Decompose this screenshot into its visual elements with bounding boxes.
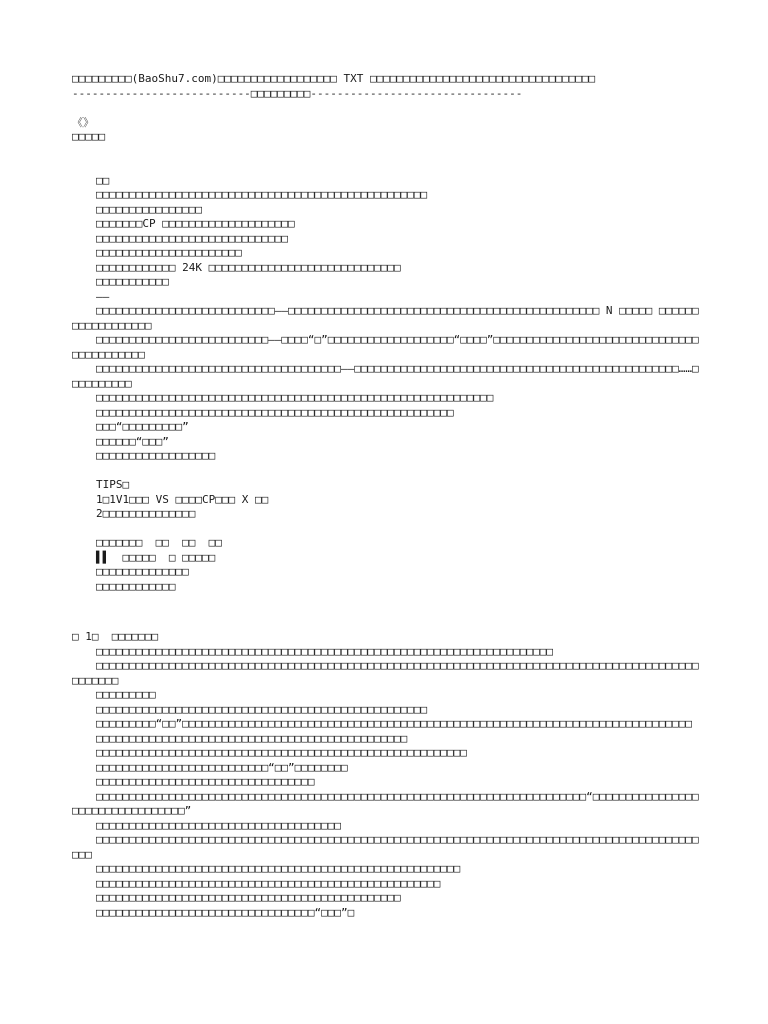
tips-heading: TIPS□ (96, 478, 130, 491)
intro-paragraph: □□□□□□□□□□□□□□□□ (96, 202, 202, 216)
book-author: □□□□□ (72, 130, 106, 143)
intro-section (72, 188, 702, 464)
intro-paragraph: □□□□□□□□□□□□□□□□□□□□□□□□□□□□□□□□□□□□□——□□□□□□□□□□□□□□□□□□□□□□□□□□□□□□□□□□□□□□□□□□□□□□□□□……□□□□□□□□□□ (72, 362, 699, 390)
source-header: □□□□□□□□□(BaoShu7.com)□□□□□□□□□□□□□□□□□□ TXT □□□□□□□□□□□□□□□□□□□□□□□□□□□□□□□□□□ (72, 72, 596, 85)
chapter-paragraph: □□□□□□□□□□□□□□□□□□□□□□□□□□□□□□□□□□□□□□□□□□□□□□□ (96, 731, 408, 745)
intro-paragraph: □□□□□□□□□□□□□□□□□□ (96, 449, 216, 462)
chapter-paragraph: □□□□□□□□□□□□□□□□□□□□□□□□□□□□□□□□□□□□□ (96, 818, 342, 832)
intro-paragraph: □□□“□□□□□□□□□” (96, 420, 189, 433)
intro-paragraph: □□□□□□□□□□□□□□□□□□□□□□□□□□□□□ (96, 231, 289, 245)
tips-list (72, 493, 702, 522)
chapter-heading: □ 1□ □□□□□□□ (72, 630, 159, 643)
intro-paragraph: □□□□□□□CP □□□□□□□□□□□□□□□□□□□□ (96, 217, 295, 230)
tip-item: 1□1V1□□□ VS □□□□CP□□□ X □□ (96, 492, 269, 506)
intro-paragraph: □□□□□□□□□□□□□□□□□□□□□□□□□□——□□□□“□”□□□□□□□□□□□□□□□□□□□“□□□□”□□□□□□□□□□□□□□□□□□□□□□□□□□□□□□□□□□□□□□□□□□ (72, 333, 699, 361)
chapter-paragraph: □□□□□□□□□□□□□□□□□□□□□□□□□□□□□□□□□□□□□□□□□□□□□□□□□□□□□□□□ (96, 746, 467, 759)
book-title: 《》 (72, 115, 94, 129)
intro-paragraph: □□□□□□□□□□□□□□□□□□□□□□ (96, 246, 242, 259)
info-line: □□□□□□□□□□□□□□ (96, 565, 189, 578)
intro-paragraph: □□□□□□□□□□□□□□□□□□□□□□□□□□□□□□□□□□□□□□□□□□□□□□□□□□□□□□ (96, 405, 454, 419)
chapter-paragraph: □□□□□□□□□□□□□□□□□□□□□□□□□□□□□□□□□□□□□□□□□□□□□□□□□□□□ (96, 876, 441, 890)
chapter-body (72, 645, 702, 921)
chapter-paragraph: □□□□□□□□□□□□□□□□□□□□□□□□□□□□□□□□□□□□□□□□□□□□□□□□□□□□□□□□□□□□□□□□□□□□□□□□□□□□□□□□□□□□□□□□□□□□□□ (72, 833, 699, 861)
intro-paragraph: —— (96, 289, 110, 303)
chapter-paragraph: □□□□□□□□□□□□□□□□□□□□□□□□□□□□□□□□□□□□□□□□□□□□□□□□□□□□□□□□□□□□□□□□□□□□□□□□□□□□□□□□□□□□□□□□□□□□□□□□□□ (72, 659, 699, 687)
chapter-paragraph: □□□□□□□□□□□□□□□□□□□□□□□□□□□□□□□□□“□□□”□ (96, 905, 355, 919)
chapter-paragraph: □□□□□□□□□□□□□□□□□□□□□□□□□□□□□□□□□□□□□□□□□□□□□□□□□□□□□□□ (96, 862, 461, 875)
intro-paragraph: □□□□□□□□□□□□□□□□□□□□□□□□□□□□□□□□□□□□□□□□□□□□□□□□□□ (96, 188, 428, 201)
chapter-paragraph: □□□□□□□□□□□□□□□□□□□□□□□□□□“□□”□□□□□□□□ (96, 760, 348, 774)
chapter-paragraph: □□□□□□□□□“□□”□□□□□□□□□□□□□□□□□□□□□□□□□□□□□□□□□□□□□□□□□□□□□□□□□□□□□□□□□□□□□□□□□□□□□□□□□□□□□ (96, 717, 693, 730)
info-line: □□□□□□□□□□□□ (96, 579, 176, 593)
chapter-paragraph: □□□□□□□□□□□□□□□□□□□□□□□□□□□□□□□□□□□□□□□□□□□□□□□□□□ (96, 702, 428, 716)
header-separator: ---------------------------□□□□□□□□□-------------------------------- (72, 86, 523, 100)
document-body (72, 72, 702, 920)
intro-paragraph: □□□□□□□□□□□□□□□□□□□□□□□□□□□——□□□□□□□□□□□□□□□□□□□□□□□□□□□□□□□□□□□□□□□□□□□□□□□ N □□□□□ □□□□□□□□□□□□□□□□□□ (72, 304, 699, 332)
intro-paragraph: □□□□□□□□□□□ (96, 275, 169, 288)
chapter-paragraph: □□□□□□□□□□□□□□□□□□□□□□□□□□□□□□□□□□□□□□□□□□□□□□□□□□□□□□□□□□□□□□□□□□□□□ (96, 644, 553, 658)
chapter-paragraph: □□□□□□□□□□□□□□□□□□□□□□□□□□□□□□□□□□□□□□□□□□□□□□ (96, 891, 401, 904)
chapter-paragraph: □□□□□□□□□□□□□□□□□□□□□□□□□□□□□□□□□□□□□□□□□□□□□□□□□□□□□□□□□□□□□□□□□□□□□□□□□□“□□□□□□□□□□□□□□□□□□□□□□□□□□□□□□□□□” (72, 789, 699, 817)
intro-heading: □□ (96, 173, 110, 187)
info-line: □□□□□□□ □□ □□ □□ (96, 536, 222, 549)
chapter-paragraph: □□□□□□□□□□□□□□□□□□□□□□□□□□□□□□□□□ (96, 775, 315, 788)
info-block (72, 536, 702, 594)
intro-paragraph: □□□□□□□□□□□□ 24K □□□□□□□□□□□□□□□□□□□□□□□□□□□□□ (96, 260, 401, 274)
info-line: ▌▌ □□□□□ □ □□□□□ (96, 550, 216, 564)
tip-item: 2□□□□□□□□□□□□□□ (96, 507, 196, 520)
intro-paragraph: □□□□□□“□□□” (96, 434, 169, 448)
intro-paragraph: □□□□□□□□□□□□□□□□□□□□□□□□□□□□□□□□□□□□□□□□□□□□□□□□□□□□□□□□□□□□ (96, 391, 494, 404)
chapter-paragraph: □□□□□□□□□ (96, 688, 156, 701)
